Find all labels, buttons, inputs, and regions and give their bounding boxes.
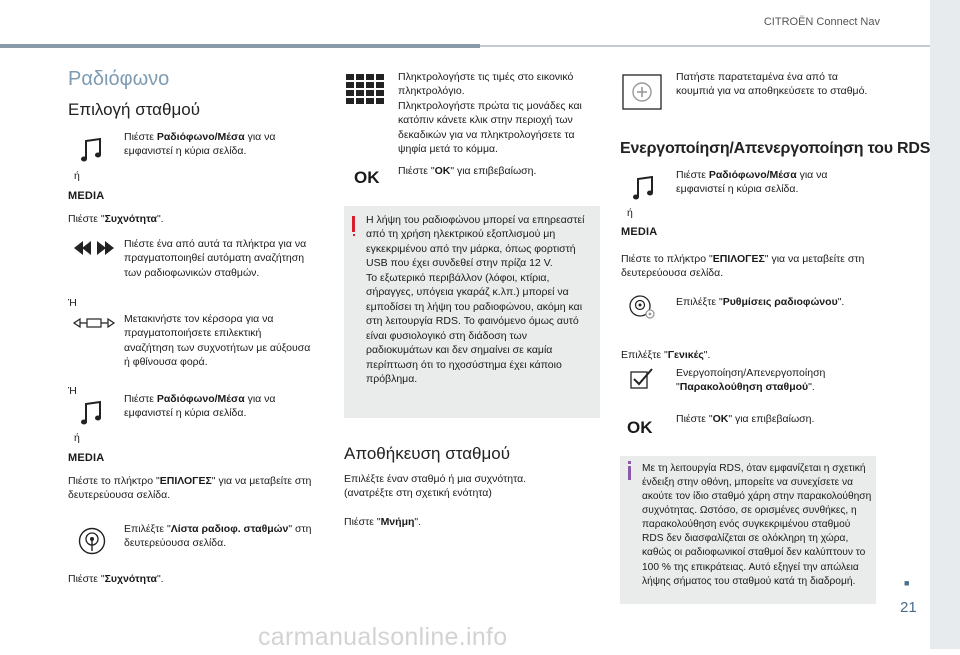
step-rds-options: Πιέστε το πλήκτρο "ΕΠΙΛΟΓΕΣ" για να μεταβείτε στη δευτερεύουσα σελίδα. bbox=[621, 253, 865, 280]
heading-station-select: Επιλογή σταθμού bbox=[68, 100, 201, 119]
media-button-label: MEDIA bbox=[68, 190, 105, 202]
step-station-follow: Ενεργοποίηση/Απενεργοποίηση "Παρακολούθηση σταθμού". bbox=[676, 367, 826, 394]
brand-header: CITROËN Connect Nav bbox=[763, 16, 880, 28]
or-label-4: ή bbox=[74, 432, 80, 444]
slider-cursor-icon bbox=[72, 316, 116, 330]
info-mark-icon bbox=[628, 466, 631, 480]
step-radio-settings: Επιλέξτε "Ρυθμίσεις ραδιοφώνου". bbox=[676, 296, 845, 308]
or-label-3: Ή bbox=[68, 385, 77, 397]
step-memory: Πιέστε "Μνήμη". bbox=[344, 516, 422, 528]
step-auto-search: Πιέστε ένα από αυτά τα πλήκτρα για να πραγματοποιηθεί αυτόματη αναζήτηση των ραδιοφωνικών σταθμών. bbox=[124, 238, 307, 279]
header-rule bbox=[0, 44, 480, 48]
step-radio-media: Πιέστε Ραδιόφωνο/Μέσα για να εμφανιστεί η κύρια σελίδα. bbox=[124, 131, 276, 158]
info-note bbox=[620, 456, 876, 604]
step-rds-radio-media: Πιέστε Ραδιόφωνο/Μέσα για να εμφανιστεί η κύρια σελίδα. bbox=[676, 169, 828, 196]
step-manual-search: Μετακινήστε τον κέρσορα για να πραγματοποιήσετε επιλεκτική αναζήτηση των συχνοτήτων με αύξουσα ή φθίνουσα φορά. bbox=[124, 313, 311, 369]
heading-rds: Ενεργοποίηση/Απενεργοποίηση του RDS bbox=[620, 140, 931, 157]
step-frequency: Πιέστε "Συχνότητα". bbox=[68, 213, 164, 225]
watermark: carmanualsonline.info bbox=[258, 623, 508, 651]
media-button-label-3: MEDIA bbox=[621, 226, 658, 238]
warning-text: Η λήψη του ραδιοφώνου μπορεί να επηρεαστεί από τη χρήση ηλεκτρικού εξοπλισμού μη εγκεκριμένου από την μάρκα, όπως φορτιστή USB που έχει συνδεθεί στην πρίζα 12 V. Το εξωτερικό περιβάλλον (λόφοι, κτίρια, σήραγγες, υπόγεια γκαράζ κ.λπ.) μπορεί να εμποδίσει τη λήψη του ραδιοφώνου, ακόμη και στη λειτουργία RDS. Το φαινόμενο όμως αυτό είναι φυσιολογικό στη διάδοση των ραδιοκυμάτων και δεν σημαίνει σε καμία περίπτωση ότι το ηχοσύστημα έχει κάποιο πρόβλημα. bbox=[366, 214, 585, 386]
radio-settings-icon bbox=[628, 294, 656, 320]
ok-button-label-2: OK bbox=[627, 418, 653, 437]
checkbox-icon bbox=[630, 367, 654, 389]
step-radio-media-2: Πιέστε Ραδιόφωνο/Μέσα για να εμφανιστεί η κύρια σελίδα. bbox=[124, 393, 276, 420]
seek-buttons-icon bbox=[72, 240, 116, 256]
step-general: Επιλέξτε "Γενικές". bbox=[621, 349, 711, 361]
page-end-mark: ■ bbox=[904, 578, 910, 588]
ok-button-label: OK bbox=[354, 168, 380, 187]
warning-note bbox=[344, 206, 600, 418]
music-note-icon bbox=[80, 137, 104, 163]
warning-mark-icon bbox=[352, 216, 355, 232]
step-rds-ok: Πιέστε "OK" για επιβεβαίωση. bbox=[676, 413, 815, 425]
keypad-instructions: Πληκτρολογήστε τις τιμές στο εικονικό πληκτρολόγιο. Πληκτρολογήστε πρώτα τις μονάδες και κατόπιν κάνετε κλικ στην περιοχή των δεκαδικών για να πληκτρολογήσετε τα ψηφία μετά το κόμμα. bbox=[398, 71, 582, 156]
music-note-icon-2 bbox=[80, 400, 104, 426]
media-button-label-2: MEDIA bbox=[68, 452, 105, 464]
or-label: ή bbox=[74, 170, 80, 182]
warning-dot bbox=[353, 234, 355, 236]
page-number: 21 bbox=[900, 599, 917, 616]
step-long-press: Πατήστε παρατεταμένα ένα από τα κουμπιά για να αποθηκεύσετε το σταθμό. bbox=[676, 71, 868, 98]
step-options: Πιέστε το πλήκτρο "ΕΠΙΛΟΓΕΣ" για να μεταβείτε στη δευτερεύουσα σελίδα. bbox=[68, 475, 312, 502]
or-label-2: Ή bbox=[68, 297, 77, 309]
info-text: Με τη λειτουργία RDS, όταν εμφανίζεται η σχετική ένδειξη στην οθόνη, μπορείτε να συνεχίσετε να ακούτε τον ίδιο σταθμό χάρη στην παρακολούθηση συχνότητας. Ωστόσο, σε ορισμένες συνθήκες, η παρακολούθηση ενός συγκεκριμένου σταθμού RDS δεν διασφαλίζεται σε ολόκληρη τη χώρα, καθώς οι ραδιοφωνικοί σταθμοί δεν καλύπτουν το 100 % της επικράτειας. Αυτό εξηγεί την απώλεια λήψης σήματος του σταθμού κατά τη διαδρομή. bbox=[642, 463, 872, 587]
step-station-list: Επιλέξτε "Λίστα ραδιοφ. σταθμών" στη δευτερεύουσα σελίδα. bbox=[124, 523, 312, 550]
section-title: Ραδιόφωνο bbox=[68, 68, 170, 90]
step-choose-station: Επιλέξτε έναν σταθμό ή μια συχνότητα. (ανατρέξτε στη σχετική ενότητα) bbox=[344, 473, 527, 500]
step-ok: Πιέστε "OK" για επιβεβαίωση. bbox=[398, 165, 537, 177]
heading-store-station: Αποθήκευση σταθμού bbox=[344, 444, 511, 463]
music-note-icon-3 bbox=[632, 175, 656, 201]
page-edge-tab bbox=[930, 0, 960, 649]
step-frequency-2: Πιέστε "Συχνότητα". bbox=[68, 573, 164, 585]
or-label-5: ή bbox=[627, 207, 633, 219]
virtual-keypad-icon bbox=[346, 74, 384, 104]
info-mark-dot bbox=[628, 461, 631, 464]
header-rule-thin bbox=[480, 45, 930, 47]
add-preset-icon bbox=[622, 74, 662, 110]
radio-station-list-icon bbox=[78, 527, 106, 555]
